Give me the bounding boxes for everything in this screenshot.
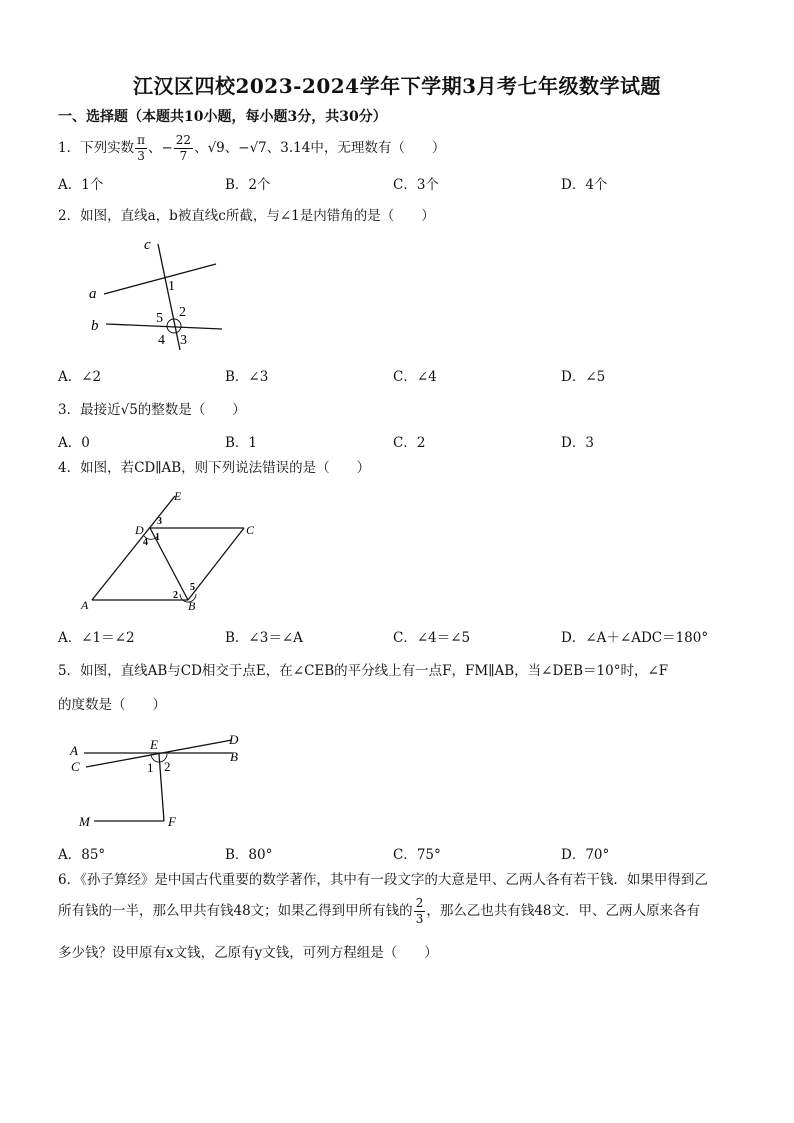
label-b: B bbox=[188, 599, 196, 613]
angle-label-3: 3 bbox=[157, 516, 162, 527]
angle-label-1: 1 bbox=[168, 279, 175, 294]
q1-rest: 、√9、−√7、3.14中，无理数有（ ） bbox=[194, 140, 446, 156]
q5-figure bbox=[66, 730, 256, 832]
q2-option-b[interactable]: B．∠3 bbox=[225, 369, 269, 385]
label-a: A bbox=[81, 598, 89, 612]
q5-option-b[interactable]: B．80° bbox=[225, 847, 273, 863]
question-5-line-1: 5．如图，直线AB与CD相交于点E，在∠CEB的平分线上有一点F，FM∥AB，当∠DEB＝10°时，∠F bbox=[58, 663, 669, 679]
angle-label-4: 4 bbox=[158, 333, 165, 348]
angle-label-1: 1 bbox=[147, 760, 154, 775]
q3-option-b[interactable]: B．1 bbox=[225, 435, 258, 451]
question-6-line-2 bbox=[58, 896, 700, 927]
angle-label-1: 1 bbox=[155, 532, 160, 543]
q4-option-d[interactable]: D．∠A＋∠ADC＝180° bbox=[561, 630, 709, 646]
line-a bbox=[104, 264, 216, 294]
label-c: C bbox=[71, 759, 80, 774]
fraction-denominator: 3 bbox=[137, 149, 145, 163]
label-c: C bbox=[246, 523, 255, 537]
angle-label-5: 5 bbox=[156, 311, 163, 326]
label-b: b bbox=[91, 318, 99, 334]
fraction-2-over-3 bbox=[414, 896, 426, 927]
q4-option-a[interactable]: A．∠1＝∠2 bbox=[58, 630, 135, 646]
question-4: 4．如图，若CD∥AB，则下列说法错误的是（ ） bbox=[58, 460, 371, 476]
angle-label-2: 2 bbox=[164, 759, 171, 774]
q6-line-2a: 所有钱的一半，那么甲共有钱48文；如果乙得到甲所有钱的 bbox=[58, 903, 413, 919]
question-2: 2．如图，直线a，b被直线c所截，与∠1是内错角的是（ ） bbox=[58, 208, 435, 224]
fraction-22-over-7 bbox=[174, 133, 193, 164]
q3-option-d[interactable]: D．3 bbox=[561, 435, 594, 451]
label-d: D bbox=[229, 732, 239, 747]
q5-option-a[interactable]: A．85° bbox=[58, 847, 106, 863]
q1-option-a[interactable]: A．1个 bbox=[58, 177, 104, 193]
q2-figure bbox=[80, 232, 240, 357]
q5-option-c[interactable]: C．75° bbox=[393, 847, 441, 863]
label-f: F bbox=[168, 814, 176, 829]
q1-option-d[interactable]: D．4个 bbox=[561, 177, 608, 193]
fraction-numerator: π bbox=[137, 133, 145, 147]
fraction-numerator: 22 bbox=[175, 133, 192, 147]
q1-separator: 、− bbox=[147, 140, 173, 156]
label-d: D bbox=[135, 523, 144, 537]
page-title: 江汉区四校2023-2024学年下学期3月考七年级数学试题 bbox=[132, 74, 662, 98]
q1-option-b[interactable]: B．2个 bbox=[225, 177, 271, 193]
label-b: B bbox=[230, 749, 238, 764]
fraction-denominator: 3 bbox=[415, 912, 424, 926]
fraction-pi-over-3 bbox=[135, 133, 147, 164]
q3-option-c[interactable]: C．2 bbox=[393, 435, 426, 451]
angle-label-2: 2 bbox=[179, 305, 186, 320]
angle-label-3: 3 bbox=[180, 333, 187, 348]
angle-label-2: 2 bbox=[173, 590, 178, 601]
line-bc bbox=[188, 528, 244, 600]
q4-option-b[interactable]: B．∠3＝∠A bbox=[225, 630, 303, 646]
label-e: E bbox=[174, 489, 182, 503]
question-6-line-1: 6．《孙子算经》是中国古代重要的数学著作，其中有一段文字的大意是甲、乙两人各有若干钱．如果甲得到乙 bbox=[58, 872, 708, 888]
label-a: A bbox=[70, 743, 78, 758]
q4-option-c[interactable]: C．∠4＝∠5 bbox=[393, 630, 471, 646]
angle-label-5: 5 bbox=[190, 582, 195, 593]
label-c: c bbox=[144, 237, 151, 253]
line-b bbox=[106, 324, 222, 329]
question-3: 3．最接近√5的整数是（ ） bbox=[58, 402, 246, 418]
q5-option-d[interactable]: D．70° bbox=[561, 847, 610, 863]
fraction-denominator: 7 bbox=[179, 149, 188, 163]
q2-option-a[interactable]: A．∠2 bbox=[58, 369, 102, 385]
question-6-line-3: 多少钱？设甲原有x文钱，乙原有y文钱，可列方程组是（ ） bbox=[58, 945, 438, 961]
line-ae bbox=[92, 496, 175, 600]
q2-option-c[interactable]: C．∠4 bbox=[393, 369, 437, 385]
question-1 bbox=[58, 133, 445, 164]
question-5-line-2: 的度数是（ ） bbox=[58, 697, 166, 713]
section-heading: 一、选择题（本题共10小题，每小题3分，共30分） bbox=[58, 109, 387, 125]
q6-line-2b: ，那么乙也共有钱48文．甲、乙两人原来各有 bbox=[426, 903, 701, 919]
q1-prefix: 1．下列实数 bbox=[58, 140, 135, 156]
label-a: a bbox=[89, 286, 97, 302]
angle-label-4: 4 bbox=[143, 537, 148, 548]
label-m: M bbox=[79, 814, 90, 829]
q3-option-a[interactable]: A．0 bbox=[58, 435, 90, 451]
fraction-numerator: 2 bbox=[415, 896, 424, 910]
q4-figure bbox=[78, 488, 268, 616]
q1-option-c[interactable]: C．3个 bbox=[393, 177, 439, 193]
label-e: E bbox=[150, 737, 158, 752]
q2-option-d[interactable]: D．∠5 bbox=[561, 369, 606, 385]
